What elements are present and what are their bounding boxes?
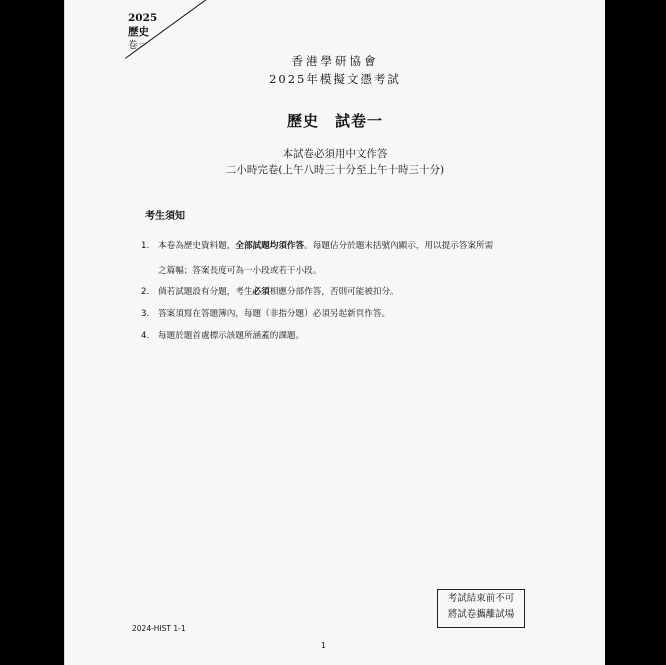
instruction-item: 3. 答案須寫在答題簿內，每題（非指分題）必須另起新頁作答。 [141,309,391,319]
warning-box: 考試結束前不可 將試卷攜離試場 [437,589,525,628]
instruction-item: 4. 每題於題首處標示該題所涵蓋的課題。 [141,331,305,341]
organization-name: 香港學研協會 [291,54,379,68]
instruction-item: 1. 本卷為歷史資料題，全部試題均須作答。每題佔分於題末括號內顯示，用以提示答案所需 之篇幅；答案長度可為一小段或若干小段。 [141,241,494,276]
exam-page [64,0,605,665]
instruction-item: 2. 倘若試題設有分題，考生必須相應分部作答，否則可能被扣分。 [141,287,399,297]
corner-paper: 卷一 [128,40,148,51]
paper-code: 2024-HIST 1-1 [132,624,186,633]
instructions-heading: 考生須知 [145,211,185,222]
exam-name: 2025年模擬文憑考試 [269,72,401,86]
language-note: 本試卷必須用中文作答 [282,148,388,160]
paper-title: 歷史 試卷一 [286,112,383,130]
corner-subject: 歷史 [128,26,149,38]
time-note: 二小時完卷(上午八時三十分至上午十時三十分) [225,164,445,176]
corner-year: 2025 [128,12,158,24]
page-number: 1 [321,641,326,650]
